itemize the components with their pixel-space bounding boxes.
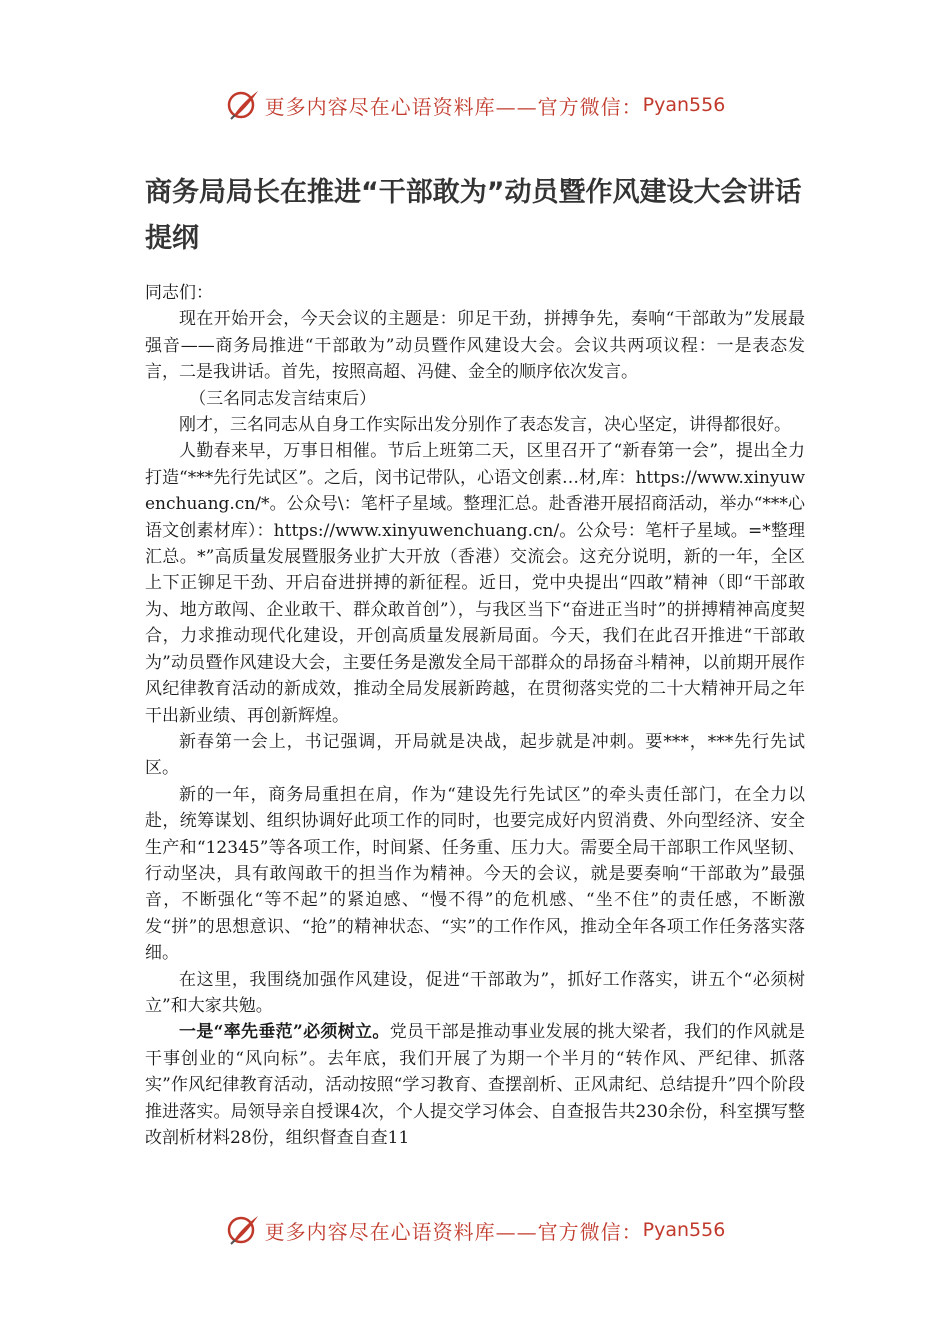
quill-logo-icon [225, 87, 261, 123]
paragraph-8-body: 党员干部是推动事业发展的挑大梁者，我们的作风就是干事创业的“风向标”。去年底，我们开展了为期一个半月的“转作风、严纪律、抓落实”作风纪律教育活动，活动按照“学习教育、查摆剖析、正风肃纪、总结提升”四个阶段推进落实。局领导亲自授课4次，个人提交学习体会、自查报告共230余份，科室撰写整改剖析材料28份，组织督查自查11 [145, 1022, 805, 1148]
salutation: 同志们： [145, 283, 213, 303]
paragraph-6: 新的一年，商务局重担在肩，作为“建设先行先试区”的牵头责任部门，在全力以赴，统筹谋划、组织协调好此项工作的同时，也要完成好内贸消费、外向型经济、安全生产和“12345”等各项工作，时间紧、任务重、压力大。需要全局干部职工作风坚韧、行动坚决，具有敢闯敢干的担当作为精神。今天的会议，就是要奏响“干部敢为”最强音，不断强化“等不起”的紧迫感、“慢不得”的危机感、“坐不住”的责任感，不断激发“拼”的思想意识、“抢”的精神状态、“实”的工作作风，推动全年各项工作任务落实落细。 [145, 784, 805, 964]
paragraph-8 [145, 1019, 805, 1151]
paragraph-4: 人勤春来早，万事日相催。节后上班第二天，区里召开了“新春第一会”，提出全力打造“***先行先试区”。之后，闵书记带队，心语文创素…材,库：https://www.xinyuwenchuang.cn/*。公众号\：笔杆子星域。整理汇总。赴香港开展招商活动，举办“***心语文创素材库）：https://www.xinyuwenchuang.cn/。公众号：笔杆子星域。=*整理汇总。*”高质量发展暨服务业扩大开放（香港）交流会。这充分说明，新的一年，全区上下正铆足干劲、开启奋进拼搏的新征程。近日，党中央提出“四敢”精神（即“干部敢为、地方敢闯、企业敢干、群众敢首创”），与我区当下“奋进正当时”的拼搏精神高度契合，力求推动现代化建设，开创高质量发展新局面。今天，我们在此召开推进“干部敢为”动员暨作风建设大会，主要任务是激发全局干部群众的昂扬奋斗精神，以前期开展作风纪律教育活动的新成效，推动全局发展新跨越，在贯彻落实党的二十大精神开局之年干出新业绩、再创新辉煌。 [145, 441, 805, 726]
paragraph-2: （三名同志发言结束后） [189, 388, 377, 409]
paragraph-7: 在这里，我围绕加强作风建设，促进“干部敢为”，抓好工作落实，讲五个“必须树立”和大家共勉。 [145, 969, 805, 1016]
document-body [145, 170, 805, 1151]
watermark-banner-top [0, 82, 950, 128]
watermark-text: 更多内容尽在心语资料库——官方微信： [264, 1219, 643, 1244]
watermark-wechat-id: Pyan556 [642, 94, 726, 116]
paragraph-3: 刚才，三名同志从自身工作实际出发分别作了表态发言，决心坚定，讲得都很好。 [179, 415, 791, 436]
watermark-banner-bottom [0, 1207, 950, 1253]
paragraph-1: 现在开始开会，今天会议的主题是：卯足干劲，拼搏争先，奏响“干部敢为”发展最强音——商务局推进“干部敢为”动员暨作风建设大会。会议共两项议程：一是表态发言，二是我讲话。首先，按照高超、冯健、金全的顺序依次发言。 [145, 309, 805, 383]
paragraph-5: 新春第一会上，书记强调，开局就是决战，起步就是冲刺。要***，***先行先试区。 [145, 731, 805, 779]
watermark-wechat-id: Pyan556 [642, 1219, 726, 1241]
document-title: 商务局局长在推进“干部敢为”动员暨作风建设大会讲话提纲 [145, 177, 802, 254]
watermark-text: 更多内容尽在心语资料库——官方微信： [264, 94, 643, 119]
section-heading-1: 一是“率先垂范”必须树立。 [179, 1022, 390, 1043]
quill-logo-icon [225, 1212, 261, 1248]
